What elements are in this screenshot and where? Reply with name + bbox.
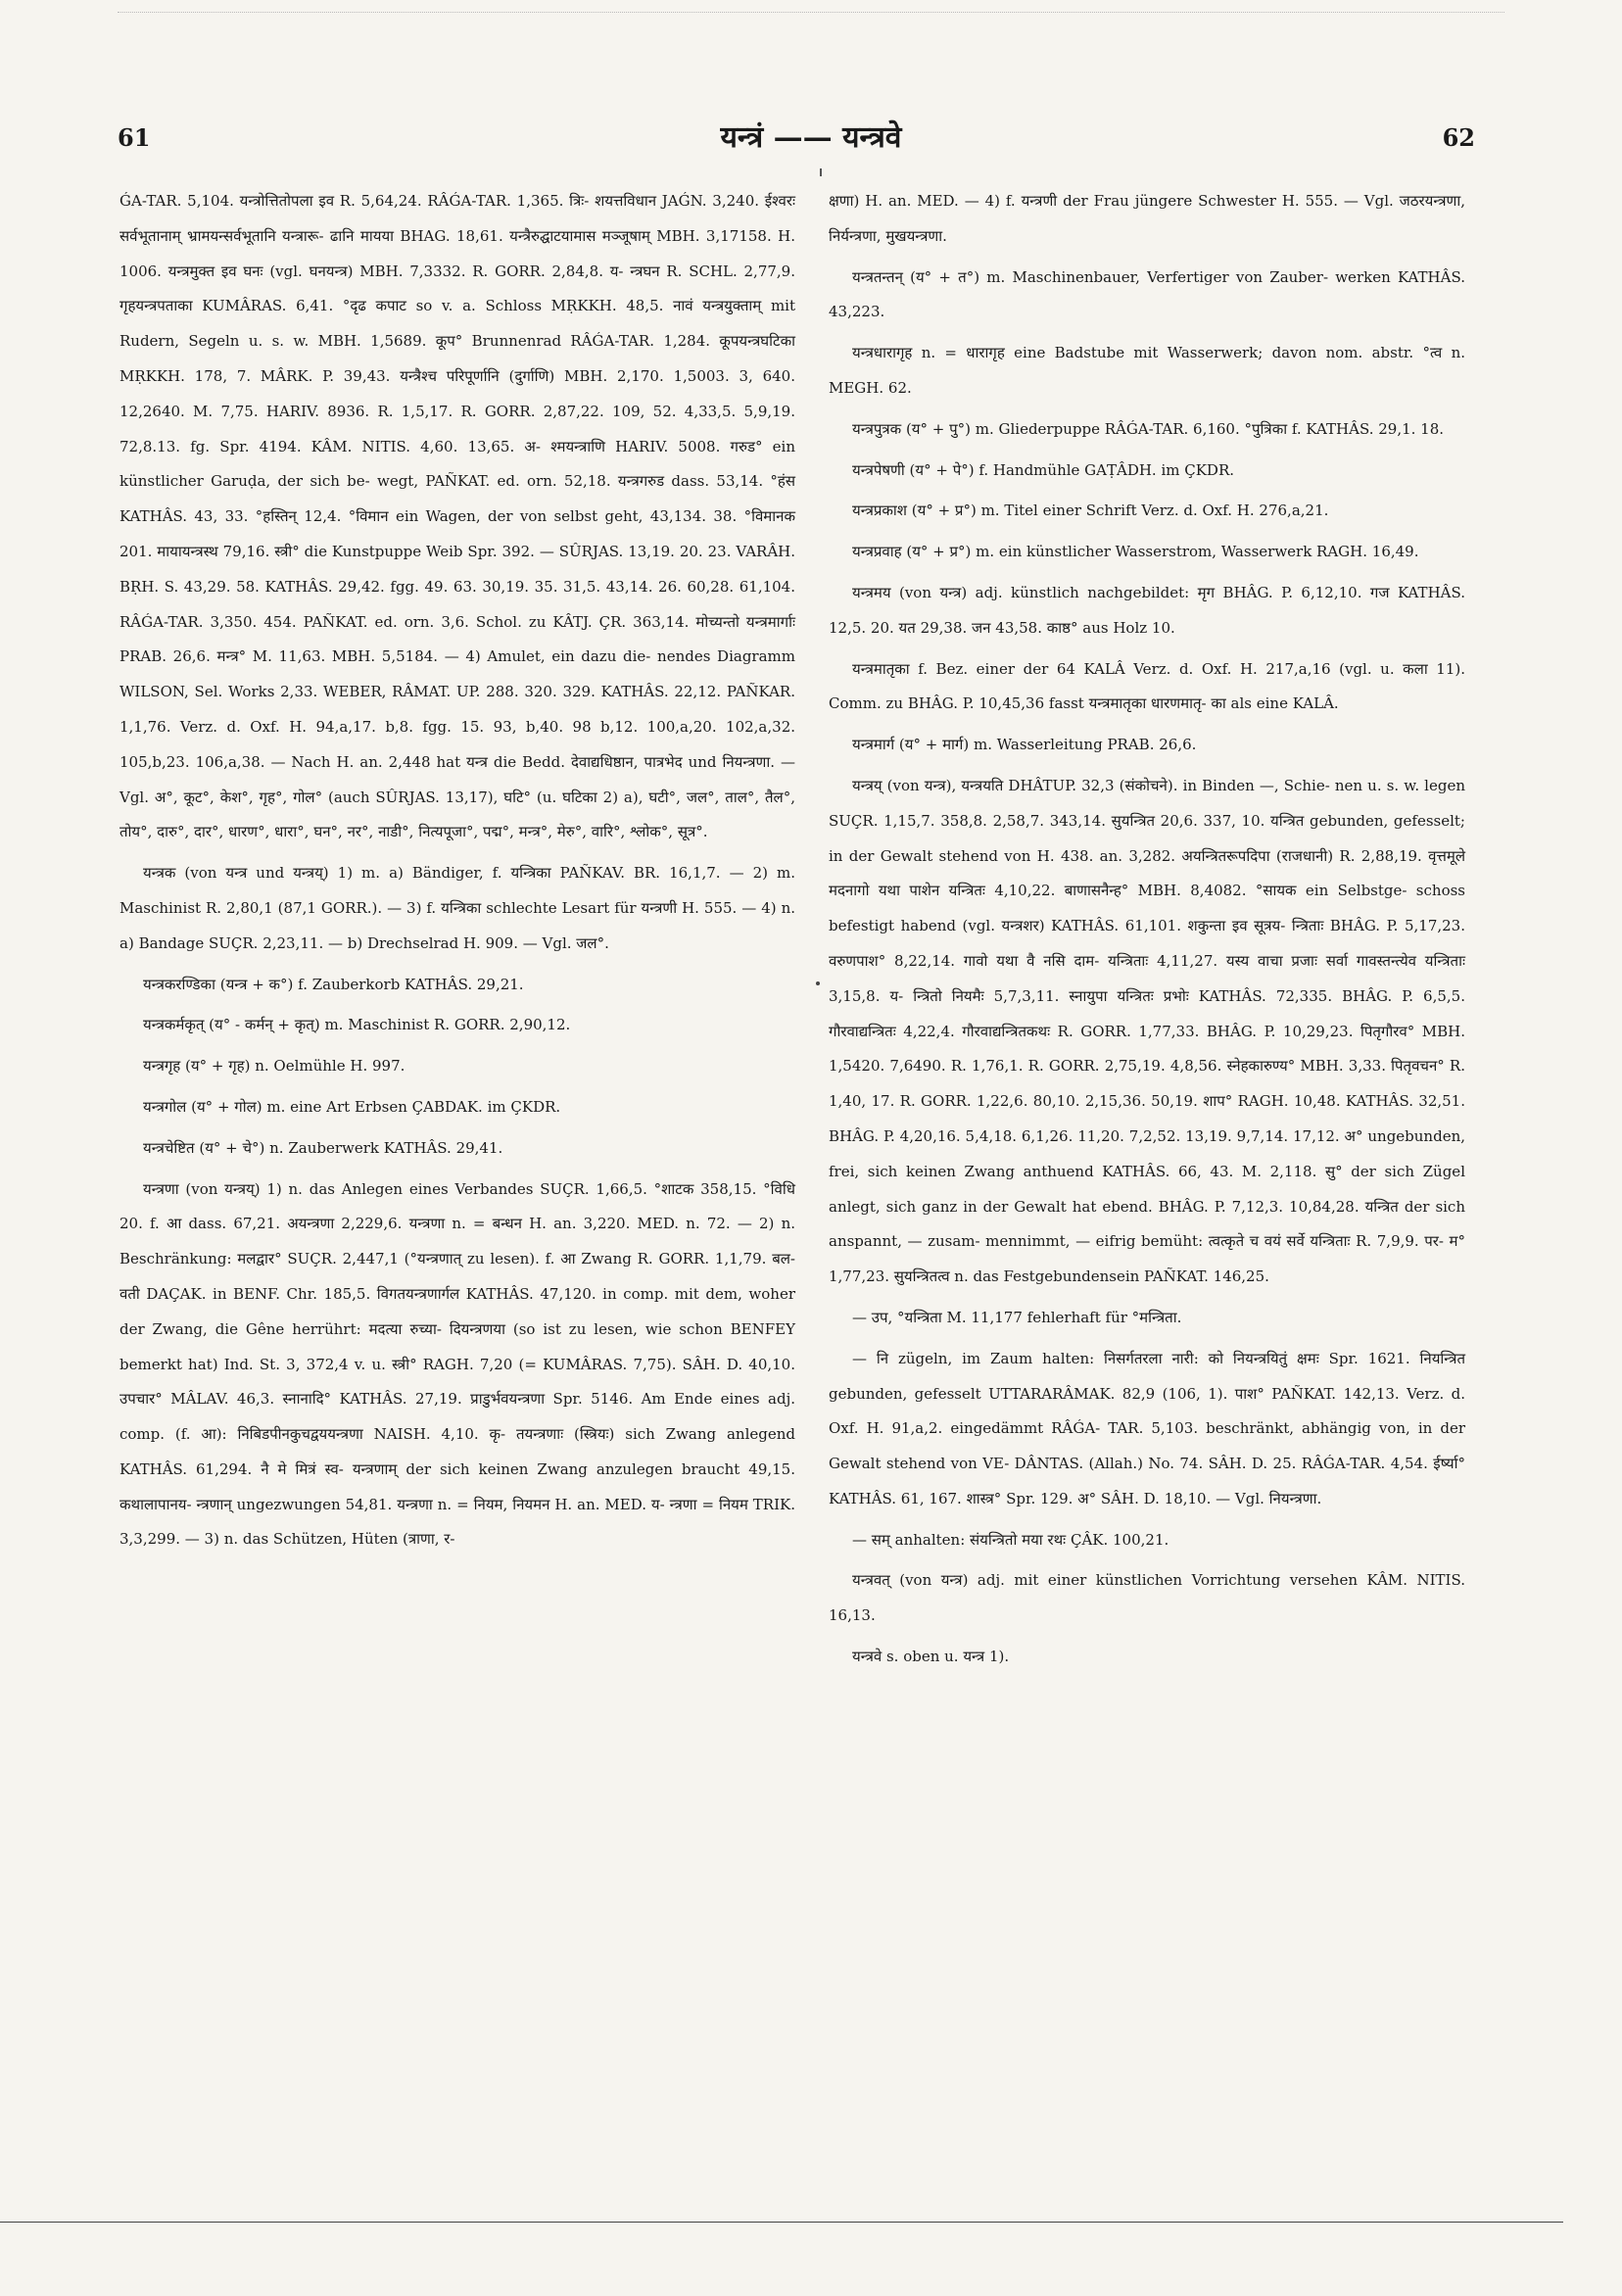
column-divider-mark bbox=[820, 168, 822, 176]
right-column bbox=[829, 184, 1465, 1681]
entry-paragraph: यन्त्रकर्मकृत् (य° - कर्मन् + कृत्) m. Maschinist R. GORR. 2,90,12. bbox=[143, 1016, 571, 1034]
entry-paragraph: यन्त्रकरण्डिका (यन्त्र + क°) f. Zauberkorb KATHÂS. 29,21. bbox=[143, 975, 524, 993]
entry-paragraph: यन्त्रक (von यन्त्र und यन्त्रय्) 1) m. a) Bändiger, f. यन्त्रिका PAÑKAV. BR. 16,1,7. — 2) m. Maschinist R. 2,80,1 (87,1 GORR.). — 3) f. यन्त्रिका schlechte Lesart für यन्त्रणी H. 555. — 4) n. a) Bandage SUÇR. 2,23,11. — b) Drechselrad H. 909. — Vgl. जल°. bbox=[119, 864, 795, 952]
entry-paragraph: यन्त्रगृह (य° + गृह) n. Oelmühle H. 997. bbox=[143, 1057, 406, 1076]
entry-paragraph: — नि zügeln, im Zaum halten: निसर्गतरला नारी: को नियन्त्रयितुं क्षमः Spr. 1621. नियन्त्रित gebunden, gefesselt UTTARARÂMAK. 82,9 (106, 1). पाश° PAÑKAT. 142,13. Verz. d. Oxf. H. 91,a,2. eingedämmt RÂǴA- TAR. 5,103. beschränkt, abhängig von, in der Gewalt stehend von VE- DÂNTAS. (Allah.) No. 74. SÂH. D. 25. RÂǴA-TAR. 4,54. ईर्ष्या° KATHÂS. 61, 167. शास्त्र° Spr. 129. अ° SÂH. D. 18,10. — Vgl. नियन्त्रणा. bbox=[829, 1349, 1465, 1507]
entry-paragraph: यन्त्रणा (von यन्त्रय्) 1) n. das Anlegen eines Verbandes SUÇR. 1,66,5. °शाटक 358,15. °विधि 20. f. आ dass. 67,21. अयन्त्रणा 2,229,6. यन्त्रणा n. = बन्धन H. an. 3,220. MED. n. 72. — 2) n. Beschränkung: मलद्वार° SUÇR. 2,447,1 (°यन्त्रणात् zu lesen). f. आ Zwang R. GORR. 1,1,79. बल- वती DAÇAK. in BENF. Chr. 185,5. विगतयन्त्रणार्गल KATHÂS. 47,120. in comp. mit dem, woher der Zwang, die Gêne herrührt: मदत्या रुच्या- दियन्त्रणया (so ist zu lesen, wie schon BENFEY bemerkt hat) Ind. St. 3, 372,4 v. u. स्त्री° RAGH. 7,20 (= KUMÂRAS. 7,75). SÂH. D. 40,10. उपचार° MÂLAV. 46,3. स्नानादि° KATHÂS. 27,19. प्राडुर्भवयन्त्रणा Spr. 5146. Am Ende eines adj. comp. (f. आ): निबिडपीनकुचद्वययन्त्रणा NAISH. 4,10. कृ- तयन्त्रणाः (स्त्रियः) sich Zwang anlegend KATHÂS. 61,294. नै मे मित्रं स्व- यन्त्रणाम् der sich keinen Zwang anzulegen braucht 49,15. कथालापानय- न्त्रणान् ungezwungen 54,81. यन्त्रणा n. = नियम, नियमन H. an. MED. य- न्त्रणा = नियम TRIK. 3,3,299. — 3) n. das Schützen, Hüten (त्राणा, र- bbox=[119, 1179, 795, 1549]
entry-paragraph: यन्त्रपुत्रक (य° + पु°) m. Gliederpuppe RÂǴA-TAR. 6,160. °पुत्रिका f. KATHÂS. 29,1. 18. bbox=[852, 419, 1445, 438]
entry-paragraph: यन्त्रमार्ग (य° + मार्ग) m. Wasserleitung PRAB. 26,6. bbox=[852, 736, 1197, 754]
top-edge-rule bbox=[118, 12, 1504, 13]
entry-paragraph: — उप, °यन्त्रिता M. 11,177 fehlerhaft für °मन्त्रिता. bbox=[852, 1308, 1182, 1326]
entry-paragraph: यन्त्रप्रकाश (य° + प्र°) m. Titel einer Schrift Verz. d. Oxf. H. 276,a,21. bbox=[852, 502, 1329, 520]
entry-paragraph: यन्त्रतन्तन् (य° + त°) m. Maschinenbauer, Verfertiger von Zauber- werken KATHÂS. 43,223. bbox=[829, 267, 1465, 321]
entry-paragraph: यन्त्रचेष्टित (य° + चे°) n. Zauberwerk KATHÂS. 29,41. bbox=[143, 1138, 503, 1157]
entry-paragraph: यन्त्रय् (von यन्त्र), यन्त्रयति DHÂTUP. 32,3 (संकोचने). in Binden —, Schie- nen u. s. w. legen SUÇR. 1,15,7. 358,8. 2,58,7. 343,14. सुयन्त्रित 20,6. 337, 10. यन्त्रित gebunden, gefesselt; in der Gewalt stehend von H. 438. an. 3,282. अयन्त्रितरूपदिपा (राजधानी) R. 2,88,19. वृत्तमूले मदनागो यथा पाशेन यन्त्रितः 4,10,22. बाणासनैन्ह° MBH. 8,4082. °सायक ein Selbstge- schoss befestigt habend (vgl. यन्त्रशर) KATHÂS. 61,101. शकुन्ता इव सूत्रय- न्त्रिताः BHÂG. P. 5,17,23. वरुणपाश° 8,22,14. गावो यथा वै नसि दाम- यन्त्रिताः 4,11,27. यस्य वाचा प्रजाः सर्वा गावस्तन्त्येव यन्त्रिताः 3,15,8. य- न्त्रितो नियमैः 5,7,3,11. स्नायुपा यन्त्रितः प्रभोः KATHÂS. 72,335. BHÂG. P. 6,5,5. गौरवाद्यन्त्रितः 4,22,4. गौरवाद्यन्त्रितकथः R. GORR. 1,77,33. BHÂG. P. 10,29,23. पितृगौरव° MBH. 1,5420. 7,6490. R. 1,76,1. R. GORR. 2,75,19. 4,8,56. स्नेहकारुण्य° MBH. 3,33. पितृवचन° R. 1,40, 17. R. GORR. 1,22,6. 80,10. 2,15,36. 50,19. शाप° RAGH. 10,48. KATHÂS. 32,51. BHÂG. P. 4,20,16. 5,4,18. 6,1,26. 11,20. 7,2,52. 13,19. 9,7,14. 17,12. अ° ungebunden, frei, sich keinen Zwang anthuend KATHÂS. 66, 43. M. 2,118. सु° der sich Zügel anlegt, sich ganz in der Gewalt hat ebend. BHÂG. P. 7,12,3. 10,84,28. यन्त्रित der sich anspannt, — zusam- mennimmt, — eifrig bemüht: त्वत्कृते च वयं सर्वे यन्त्रिताः R. 7,9,9. पर- म° 1,77,23. सुयन्त्रितत्व n. das Festgebundensein PAÑKAT. 146,25. bbox=[829, 776, 1465, 1286]
entry-paragraph: यन्त्रधारागृह n. = धारागृह eine Badstube mit Wasserwerk; davon nom. abstr. °त्व n. MEGH. 62. bbox=[829, 344, 1465, 397]
entry-paragraph: — सम् anhalten: संयन्त्रितो मया रथः ÇÂK. 100,21. bbox=[852, 1530, 1169, 1549]
entry-paragraph: यन्त्रप्रवाह (य° + प्र°) m. ein künstlicher Wasserstrom, Wasserwerk RAGH. 16,49. bbox=[852, 543, 1419, 561]
entry-paragraph: यन्त्रगोल (य° + गोल) m. eine Art Erbsen ÇABDAK. im ÇKDR. bbox=[143, 1097, 561, 1116]
entry-paragraph: ǴA-TAR. 5,104. यन्त्रोत्तितोपला इव R. 5,64,24. RÂǴA-TAR. 1,365. त्रिः- शयत्तविधान JAǴN. 3,240. ईश्वरः सर्वभूतानाम् भ्रामयन्सर्वभूतानि यन्त्रारू- ढानि मायया BHAG. 18,61. यन्त्रैरुद्घाटयामास मञ्जूषाम् MBH. 3,17158. H. 1006. यन्त्रमुक्त इव घनः (vgl. घनयन्त्र) MBH. 7,3332. R. GORR. 2,84,8. य- न्त्रघन R. SCHL. 2,77,9. गृहयन्त्रपताका KUMÂRAS. 6,41. °दृढ कपाट so v. a. Schloss MṚKKH. 48,5. नावं यन्त्रयुक्ताम् mit Rudern, Segeln u. s. w. MBH. 1,5689. कूप° Brunnenrad RÂǴA-TAR. 1,284. कूपयन्त्रघटिका MṚKKH. 178, 7. MÂRK. P. 39,43. यन्त्रैश्च परिपूर्णानि (दुर्गाणि) MBH. 2,170. 1,5003. 3, 640. 12,2640. M. 7,75. HARIV. 8936. R. 1,5,17. R. GORR. 2,87,22. 109, 52. 4,33,5. 5,9,19. 72,8.13. fg. Spr. 4194. KÂM. NITIS. 4,60. 13,65. अ- श्मयन्त्राणि HARIV. 5008. गरुड° ein künstlicher Garuḍa, der sich be- wegt, PAÑKAT. ed. orn. 52,18. यन्त्रगरुड dass. 53,14. °हंस KATHÂS. 43, 33. °हस्तिन् 12,4. °विमान ein Wagen, der von selbst geht, 43,134. 38. °विमानक 201. मायायन्त्रस्थ 79,16. स्त्री° die Kunstpuppe Weib Spr. 392. — SÛRJAS. 13,19. 20. 23. VARÂH. BṚH. S. 43,29. 58. KATHÂS. 29,42. fgg. 49. 63. 30,19. 35. 31,5. 43,14. 26. 60,28. 61,104. RÂǴA-TAR. 3,350. 454. PAÑKAT. ed. orn. 3,6. Schol. zu KÂTJ. ÇR. 363,14. मोच्यन्तो यन्त्रमार्गाः PRAB. 26,6. मन्त्र° M. 11,63. MBH. 5,5184. — 4) Amulet, ein dazu die- nendes Diagramm WILSON, Sel. Works 2,33. WEBER, RÂMAT. UP. 288. 320. 329. KATHÂS. 22,12. PAÑKAR. 1,1,76. Verz. d. Oxf. H. 94,a,17. b,8. fgg. 15. 93, b,40. 98 b,12. 100,a,20. 102,a,32. 105,b,23. 106,a,38. — Nach H. an. 2,448 hat यन्त्र die Bedd. देवाद्यधिष्ठान, पात्रभेद und नियन्त्रणा. — Vgl. अ°, कूट°, केश°, गृह°, गोल° (auch SÛRJAS. 13,17), घटि° (u. घटिका 2) a), घटी°, जल°, ताल°, तैल°, तोय°, दारु°, दार°, धारण°, धारा°, घन°, नर°, नाडी°, नित्यपूजा°, पद्म°, मन्त्र°, मेरु°, वारि°, श्लोक°, सूत्र°. bbox=[119, 192, 795, 841]
entry-paragraph: यन्त्रपेषणी (य° + पे°) f. Handmühle GAṬÂDH. im ÇKDR. bbox=[852, 460, 1235, 479]
entry-paragraph: यन्त्रवत् (von यन्त्र) adj. mit einer künstlichen Vorrichtung versehen KÂM. NITIS. 16,13. bbox=[829, 1571, 1465, 1625]
entry-paragraph: यन्त्रमातृका f. Bez. einer der 64 KALÂ Verz. d. Oxf. H. 217,a,16 (vgl. u. कला 11). Comm. zu BHÂG. P. 10,45,36 fasst यन्त्रमातृका धारणमातृ- का als eine KALÂ. bbox=[829, 659, 1465, 713]
entry-paragraph: यन्त्रवे s. oben u. यन्त्र 1). bbox=[852, 1648, 1010, 1666]
entry-paragraph: क्षणा) H. an. MED. — 4) f. यन्त्रणी der Frau jüngere Schwester H. 555. — Vgl. जठरयन्त्रणा, निर्यन्त्रणा, मुखयन्त्रणा. bbox=[829, 192, 1465, 245]
bottom-rule bbox=[0, 2222, 1563, 2223]
entry-paragraph: यन्त्रमय (von यन्त्र) adj. künstlich nachgebildet: मृग BHÂG. P. 6,12,10. गज KATHÂS. 12,5. 20. यत 29,38. जन 43,58. काष्ठ° aus Holz 10. bbox=[829, 583, 1465, 637]
left-column bbox=[119, 184, 795, 1563]
page-number-right: 62 bbox=[1442, 123, 1475, 152]
running-header: यन्त्रं —— यन्त्रवे bbox=[720, 120, 902, 155]
page-number-left: 61 bbox=[118, 123, 151, 152]
margin-dot bbox=[816, 981, 820, 985]
